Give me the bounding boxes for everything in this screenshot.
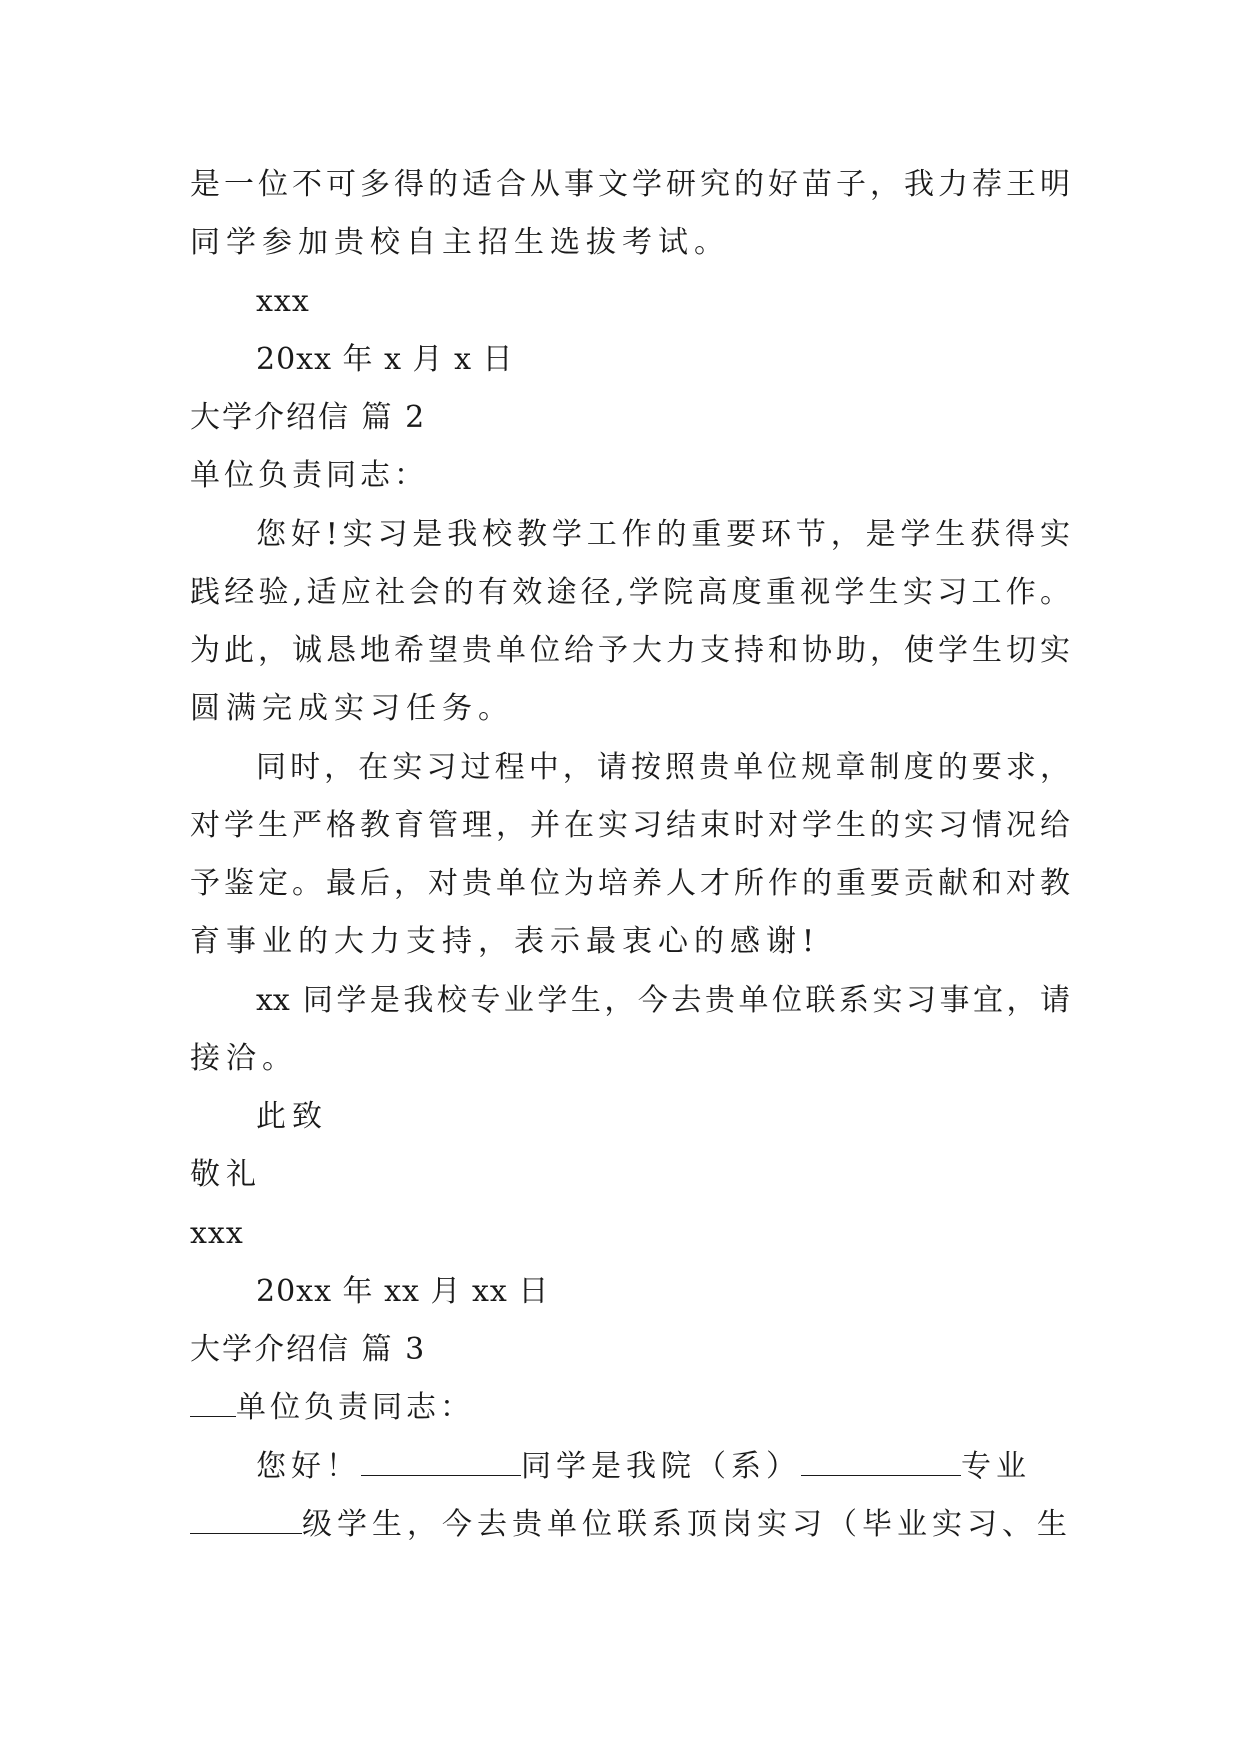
salutation: 单位负责同志： bbox=[190, 458, 428, 493]
signature: xxx bbox=[256, 284, 310, 319]
fill-in-blank bbox=[801, 1447, 961, 1476]
text-line: 同时，在实习过程中，请按照贵单位规章制度的要求， bbox=[256, 750, 1070, 785]
greeting: 您好！ bbox=[256, 1449, 361, 1484]
text-segment: 专业 bbox=[961, 1449, 1031, 1484]
salutation-line bbox=[190, 1388, 1070, 1428]
text-line: 接洽。 bbox=[190, 1041, 298, 1076]
fill-in-blank bbox=[190, 1505, 302, 1534]
closing: 此致 bbox=[256, 1099, 328, 1134]
text-line: 对学生严格教育管理，并在实习结束时对学生的实习情况给 bbox=[190, 808, 1070, 843]
section-heading: 大学介绍信 篇 2 bbox=[190, 400, 427, 435]
text-line: xx 同学是我校专业学生，今去贵单位联系实习事宜，请 bbox=[256, 983, 1070, 1018]
salutation: 单位负责同志： bbox=[236, 1390, 474, 1425]
text-line: 同学参加贵校自主招生选拔考试。 bbox=[190, 225, 730, 260]
date: 20xx 年 x 月 x 日 bbox=[256, 342, 514, 377]
text-line: 是一位不可多得的适合从事文学研究的好苗子，我力荐王明 bbox=[190, 167, 1070, 202]
text-line: 圆满完成实习任务。 bbox=[190, 691, 514, 726]
section-heading: 大学介绍信 篇 3 bbox=[190, 1332, 427, 1367]
text-line: 育事业的大力支持，表示最衷心的感谢! bbox=[190, 924, 821, 959]
text-segment: 级学生，今去贵单位联系顶岗实习（毕业实习、生 bbox=[302, 1507, 1072, 1542]
text-line: 您好!实习是我校教学工作的重要环节，是学生获得实 bbox=[256, 517, 1070, 552]
text-line: 予鉴定。最后，对贵单位为培养人才所作的重要贡献和对教 bbox=[190, 866, 1070, 901]
fill-in-blank bbox=[361, 1447, 521, 1476]
text-line: 为此，诚恳地希望贵单位给予大力支持和协助，使学生切实 bbox=[190, 633, 1070, 668]
text-line: 践经验,适应社会的有效途径,学院高度重视学生实习工作。 bbox=[190, 575, 1070, 610]
fill-in-line bbox=[190, 1505, 1070, 1545]
fill-in-line bbox=[256, 1447, 1070, 1487]
signature: xxx bbox=[190, 1216, 244, 1251]
date: 20xx 年 xx 月 xx 日 bbox=[256, 1274, 550, 1309]
text-segment: 同学是我院（系） bbox=[521, 1449, 801, 1484]
fill-in-blank bbox=[190, 1388, 236, 1417]
closing-regards: 敬礼 bbox=[190, 1157, 262, 1192]
